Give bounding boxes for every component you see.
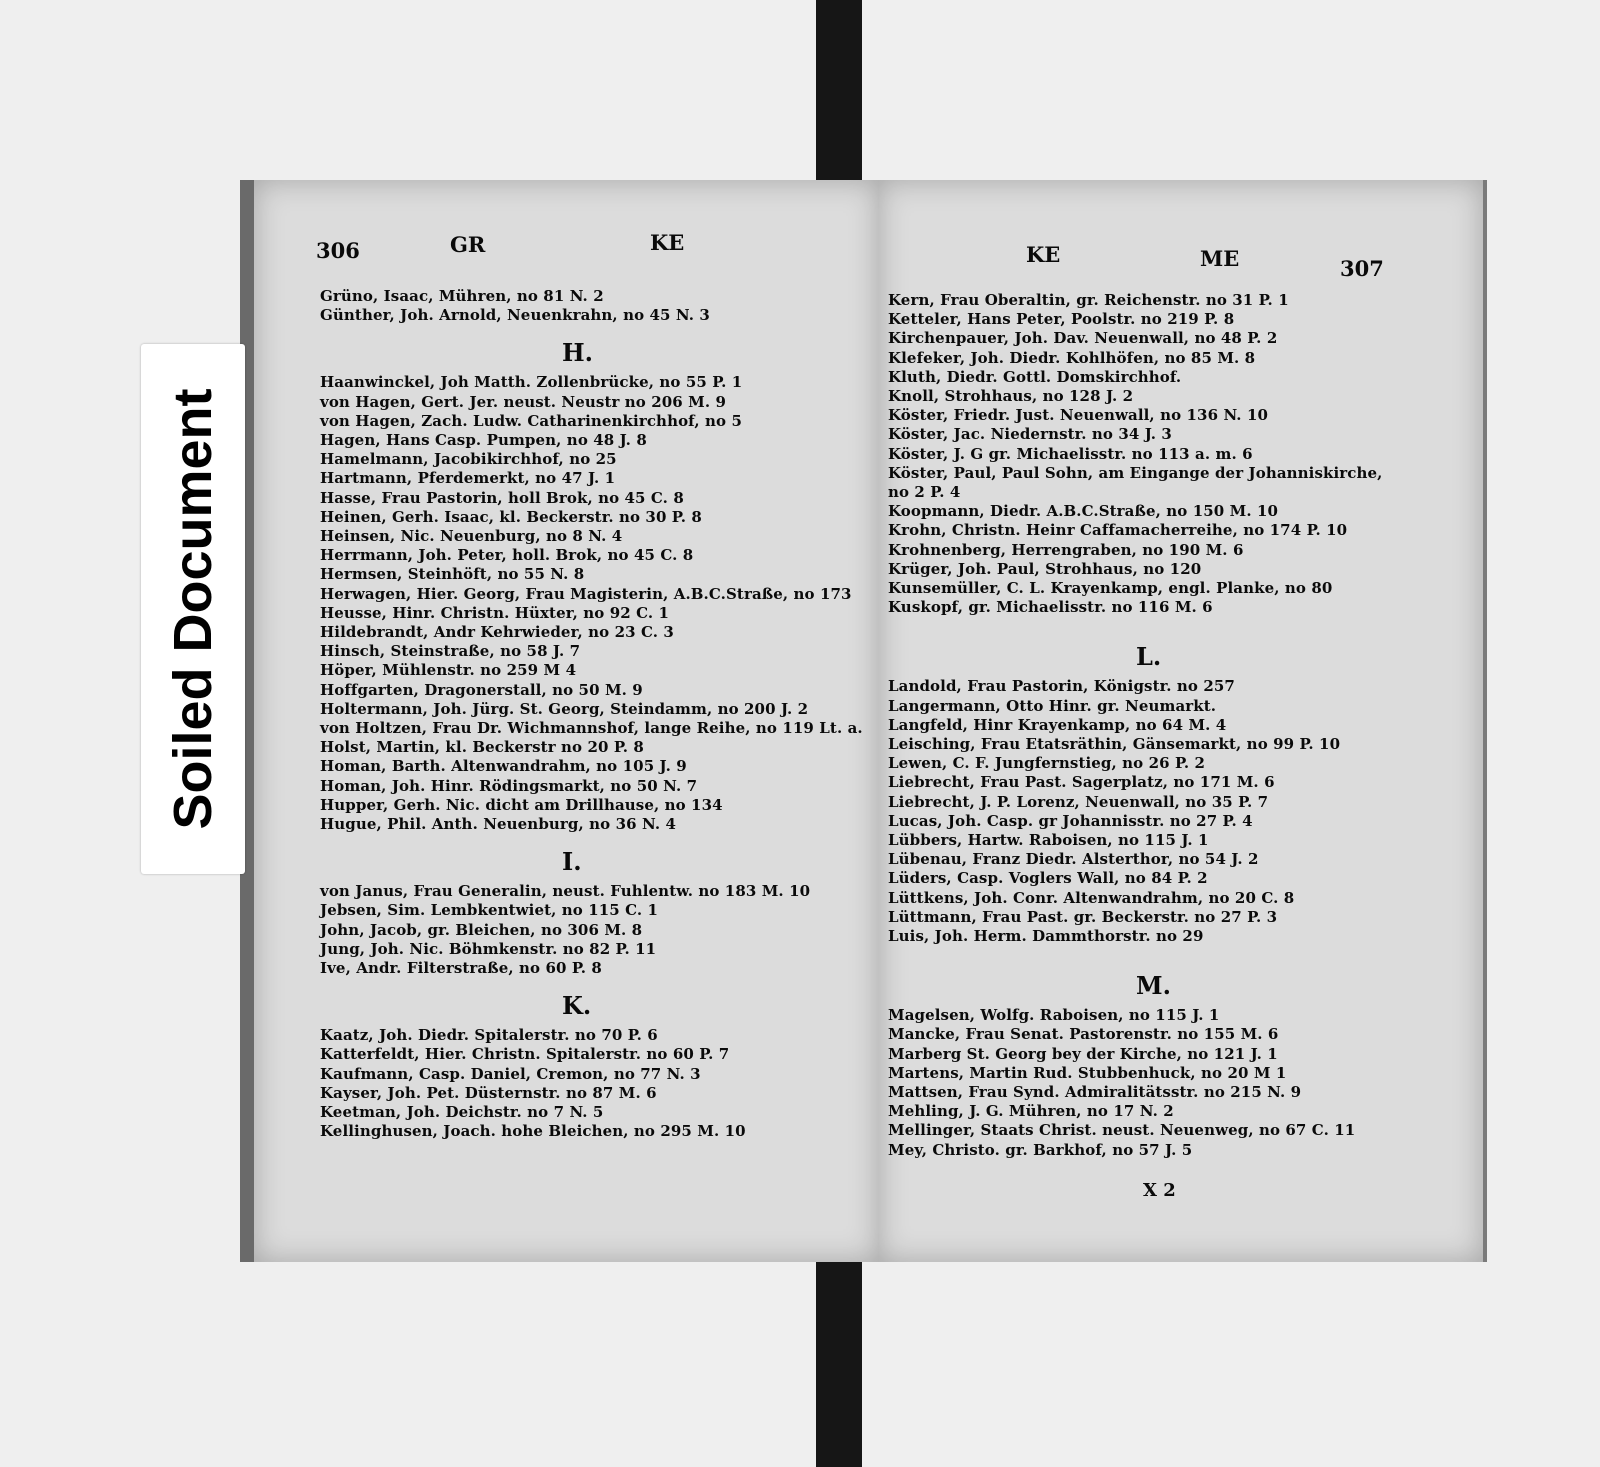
section-letter: I. (562, 847, 582, 877)
directory-entry: Köster, J. G gr. Michaelisstr. no 113 a. m. 6 (888, 444, 1253, 463)
directory-entry: Jung, Joh. Nic. Böhmkenstr. no 82 P. 11 (320, 939, 657, 958)
directory-entry: Kellinghusen, Joach. hohe Bleichen, no 295 M. 10 (320, 1122, 746, 1141)
directory-entry: Hugue, Phil. Anth. Neuenburg, no 36 N. 4 (320, 815, 677, 833)
directory-entry: Magelsen, Wolfg. Raboisen, no 115 J. 1 (888, 1006, 1220, 1025)
directory-entry: Klefeker, Joh. Diedr. Kohlhöfen, no 85 M. 8 (888, 348, 1256, 367)
directory-entry: Grüno, Isaac, Mühren, no 81 N. 2 (320, 287, 604, 305)
directory-entry: von Holtzen, Frau Dr. Wichmannshof, lange Reihe, no 119 Lt. a. (320, 719, 863, 737)
directory-entry: Hinsch, Steinstraße, no 58 J. 7 (320, 642, 581, 661)
directory-entry: Krüger, Joh. Paul, Strohhaus, no 120 (888, 559, 1202, 578)
section-letter: M. (1136, 971, 1171, 1001)
directory-entry: Lucas, Joh. Casp. gr Johannisstr. no 27 P. 4 (888, 811, 1253, 830)
directory-entry: Hildebrandt, Andr Kehrwieder, no 23 C. 3 (320, 623, 674, 641)
directory-entry: Lübbers, Hartw. Raboisen, no 115 J. 1 (888, 831, 1209, 849)
directory-entry: Lewen, C. F. Jungfernstieg, no 26 P. 2 (888, 754, 1206, 773)
header-right-start: KE (1026, 242, 1061, 267)
directory-entry: John, Jacob, gr. Bleichen, no 306 M. 8 (320, 920, 643, 939)
directory-entry: Krohnenberg, Herrengraben, no 190 M. 6 (888, 540, 1244, 559)
directory-entry: Hupper, Gerh. Nic. dicht am Drillhause, no 134 (320, 795, 723, 814)
directory-entry: Keetman, Joh. Deichstr. no 7 N. 5 (320, 1103, 604, 1121)
directory-entry: Kaufmann, Casp. Daniel, Cremon, no 77 N. 3 (320, 1064, 701, 1083)
directory-entry: Katterfeldt, Hier. Christn. Spitalerstr. no 60 P. 7 (320, 1045, 730, 1064)
directory-entry: Homan, Barth. Altenwandrahm, no 105 J. 9 (320, 757, 687, 776)
directory-entry: Höper, Mühlenstr. no 259 M 4 (320, 661, 577, 680)
directory-entry: Haanwinckel, Joh Matth. Zollenbrücke, no 55 P. 1 (320, 373, 743, 392)
directory-entry: Holst, Martin, kl. Beckerstr no 20 P. 8 (320, 738, 644, 757)
directory-entry: Koopmann, Diedr. A.B.C.Straße, no 150 M. 10 (888, 502, 1279, 521)
header-left-end: KE (650, 230, 685, 255)
directory-entry: Kaatz, Joh. Diedr. Spitalerstr. no 70 P. 6 (320, 1026, 658, 1045)
directory-entry: Mattsen, Frau Synd. Admiralitätsstr. no 215 N. 9 (888, 1083, 1302, 1101)
section-letter: L. (1136, 642, 1162, 672)
directory-entry: Langermann, Otto Hinr. gr. Neumarkt. (888, 696, 1217, 715)
directory-entry: Herwagen, Hier. Georg, Frau Magisterin, A.B.C.Straße, no 173 (320, 584, 852, 603)
directory-entry: Lüttmann, Frau Past. gr. Beckerstr. no 27 P. 3 (888, 907, 1278, 926)
directory-entry: Köster, Friedr. Just. Neuenwall, no 136 N. 10 (888, 406, 1269, 425)
directory-entry: Knoll, Strohhaus, no 128 J. 2 (888, 387, 1134, 405)
left-page (240, 180, 879, 1262)
directory-entry: Kern, Frau Oberaltin, gr. Reichenstr. no 31 P. 1 (888, 291, 1289, 309)
directory-entry: Liebrecht, J. P. Lorenz, Neuenwall, no 35 P. 7 (888, 792, 1269, 811)
section-letter: K. (562, 991, 592, 1021)
directory-entry: Kayser, Joh. Pet. Düsternstr. no 87 M. 6 (320, 1083, 657, 1102)
directory-entry: Hartmann, Pferdemerkt, no 47 J. 1 (320, 469, 616, 488)
directory-entry: Hermsen, Steinhöft, no 55 N. 8 (320, 565, 585, 584)
directory-entry: Kirchenpauer, Joh. Dav. Neuenwall, no 48 P. 2 (888, 329, 1278, 348)
directory-entry: Landold, Frau Pastorin, Königstr. no 257 (888, 677, 1235, 696)
spine-strap-bottom (816, 1262, 862, 1467)
directory-entry: Holtermann, Joh. Jürg. St. Georg, Steindamm, no 200 J. 2 (320, 699, 809, 718)
directory-entry: Kuskopf, gr. Michaelisstr. no 116 M. 6 (888, 598, 1213, 617)
directory-entry: Homan, Joh. Hinr. Rödingsmarkt, no 50 N. 7 (320, 776, 698, 795)
directory-entry: Liebrecht, Frau Past. Sagerplatz, no 171 M. 6 (888, 773, 1275, 792)
page-number-right: 307 (1340, 256, 1384, 281)
directory-entry: Hamelmann, Jacobikirchhof, no 25 (320, 450, 617, 469)
directory-entry: Langfeld, Hinr Krayenkamp, no 64 M. 4 (888, 715, 1227, 734)
directory-entry: Marberg St. Georg bey der Kirche, no 121 J. 1 (888, 1044, 1278, 1063)
header-right-end: ME (1200, 246, 1240, 271)
directory-entry: Herrmann, Joh. Peter, holl. Brok, no 45 C. 8 (320, 546, 694, 565)
directory-entry: Lübenau, Franz Diedr. Alsterthor, no 54 J. 2 (888, 850, 1259, 869)
right-page (878, 180, 1487, 1262)
directory-entry: no 2 P. 4 (888, 483, 961, 501)
section-letter: H. (562, 338, 594, 368)
directory-entry: von Janus, Frau Generalin, neust. Fuhlentw. no 183 M. 10 (320, 882, 811, 901)
directory-entry: Martens, Martin Rud. Stubbenhuck, no 20 M 1 (888, 1063, 1287, 1082)
spine-strap-top (816, 0, 862, 182)
directory-entry: Kunsemüller, C. L. Krayenkamp, engl. Planke, no 80 (888, 579, 1333, 597)
directory-entry: Mey, Christo. gr. Barkhof, no 57 J. 5 (888, 1140, 1193, 1159)
directory-entry: Ketteler, Hans Peter, Poolstr. no 219 P. 8 (888, 310, 1235, 329)
header-left-start: GR (450, 232, 486, 257)
directory-entry: Kluth, Diedr. Gottl. Domskirchhof. (888, 367, 1182, 386)
directory-entry: Köster, Paul, Paul Sohn, am Eingange der Johanniskirche, (888, 463, 1383, 482)
directory-entry: Lüttkens, Joh. Conr. Altenwandrahm, no 20 C. 8 (888, 888, 1295, 907)
directory-entry: Heinsen, Nic. Neuenburg, no 8 N. 4 (320, 527, 623, 545)
directory-entry: Luis, Joh. Herm. Dammthorstr. no 29 (888, 927, 1204, 945)
directory-entry: Günther, Joh. Arnold, Neuenkrahn, no 45 N. 3 (320, 306, 710, 325)
directory-entry: Hasse, Frau Pastorin, holl Brok, no 45 C. 8 (320, 488, 684, 507)
directory-entry: Ive, Andr. Filterstraße, no 60 P. 8 (320, 959, 602, 977)
directory-entry: Mellinger, Staats Christ. neust. Neuenweg, no 67 C. 11 (888, 1121, 1356, 1140)
stamp-text: Soiled Document (163, 388, 223, 830)
directory-entry: Lüders, Casp. Voglers Wall, no 84 P. 2 (888, 869, 1208, 888)
directory-entry: Leisching, Frau Etatsräthin, Gänsemarkt, no 99 P. 10 (888, 735, 1341, 753)
directory-entry: Köster, Jac. Niedernstr. no 34 J. 3 (888, 425, 1172, 444)
directory-entry: von Hagen, Zach. Ludw. Catharinenkirchhof, no 5 (320, 411, 743, 430)
signature-mark: X 2 (1143, 1180, 1176, 1201)
directory-entry: Heusse, Hinr. Christn. Hüxter, no 92 C. 1 (320, 603, 670, 622)
directory-entry: Mancke, Frau Senat. Pastorenstr. no 155 M. 6 (888, 1025, 1279, 1044)
directory-entry: Hagen, Hans Casp. Pumpen, no 48 J. 8 (320, 431, 647, 449)
directory-entry: Mehling, J. G. Mühren, no 17 N. 2 (888, 1102, 1174, 1121)
directory-entry: Hoffgarten, Dragonerstall, no 50 M. 9 (320, 680, 643, 699)
directory-entry: Krohn, Christn. Heinr Caffamacherreihe, no 174 P. 10 (888, 521, 1348, 540)
page-number-left: 306 (316, 238, 360, 263)
directory-entry: Heinen, Gerh. Isaac, kl. Beckerstr. no 30 P. 8 (320, 507, 702, 526)
directory-entry: Jebsen, Sim. Lembkentwiet, no 115 C. 1 (320, 901, 659, 920)
soiled-document-stamp (141, 344, 245, 874)
directory-entry: von Hagen, Gert. Jer. neust. Neustr no 206 M. 9 (320, 392, 727, 411)
